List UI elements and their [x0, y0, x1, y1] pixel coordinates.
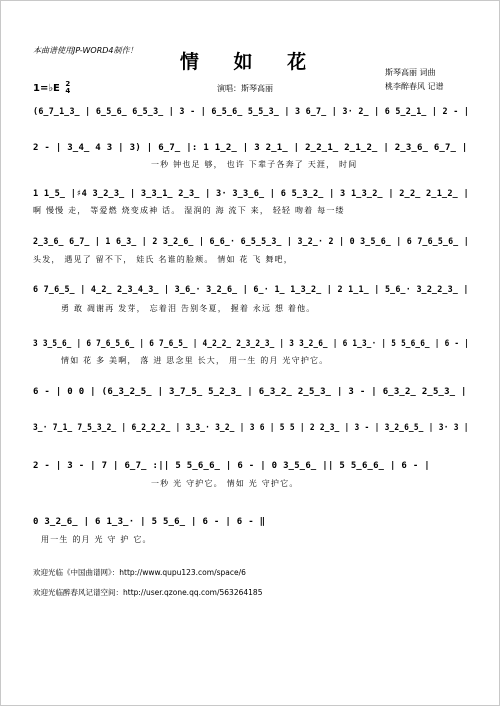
notation-line: 6 7̲6̲5̲ | 4̲2̲ 2̲3̲4̲3̲ | 3̲6̲· 3̲2̲6̲ | 6̲· 1̲ 1̲3̲2̲ | 2 1̲1̲ | 5̲6̲· 3̲2̲2̲3̲ |	[33, 285, 469, 295]
notation-line: 3 3̲5̲6̲ | 6 7̲6̲5̲6̲ | 6 7̲6̲5̲ | 4̲2̲2̲ 2̲3̲2̲3̲ | 3 3̲2̲6̲ | 6 1̲3̲· | 5 5̲6̲6̲ | 6 - |	[33, 339, 470, 349]
lyric-line: 一秒 钟也足 够， 也许 下辈子各奔了 天涯， 时间	[151, 160, 358, 169]
software-note: 本曲谱使用JP-WORD4制作！	[33, 46, 138, 55]
key-signature	[33, 81, 70, 95]
lyric-line: 一秒 光 守护它。 情如 光 守护它。	[151, 479, 299, 488]
notation-line: 2 - | 3 - | 7 | 6̲7̲ :|| 5 5̲6̲6̲ | 6 - | 0 3̲5̲6̲ || 5 5̲6̲6̲ | 6 - |	[33, 461, 430, 471]
lyric-line: 勇 敢 凋谢再 发芽， 忘着泪 告别冬夏， 握着 永远 想 着他。	[61, 304, 316, 313]
lyric-line: 情如 花 多 美啊， 落 进 思念里 长大， 用一生 的月 光守护它。	[61, 356, 329, 365]
key-label: 1=♭E	[33, 83, 60, 94]
transcriber-credit: 桃李醉春风 记谱	[385, 82, 444, 91]
notation-line: 0 3̲2̲6̲ | 6 1̲3̲· | 5 5̲6̲ | 6 - | 6 - ‖	[33, 517, 266, 527]
notation-line: (6̲7̲1̲3̲ | 6̲5̲6̲ 6̲5̲3̲ | 3 - | 6̲5̲6̲ 5̲5̲3̲ | 3 6̲7̲ | 3· 2̲ | 6 5̲2̲1̲ | 2 - |	[33, 107, 470, 117]
footer-link-2[interactable]: 欢迎光临醉春风记谱空间：http://user.qzone.qq.com/563264185	[33, 588, 263, 597]
footer-link-1[interactable]: 欢迎光临《中国曲谱网》：http://www.qupu123.com/space/6	[33, 568, 246, 577]
notation-line: 2̲3̲6̲ 6̲7̲ | 1 6̲3̲ | 2 3̲2̲6̲ | 6̲6̲· 6̲5̲5̲3̲ | 3̲2̲· 2 | 0 3̲5̲6̲ | 6 7̲6̲5̲6̲ |	[33, 237, 469, 247]
notation-line: 6 - | 0 0 | (6̲3̲2̲5̲ | 3̲7̲5̲ 5̲2̲3̲ | 6̲3̲2̲ 2̲5̲3̲ | 3 - | 6̲3̲2̲ 2̲5̲3̲ |	[33, 387, 467, 397]
song-title: 情 如 花	[179, 51, 321, 73]
time-top: 2	[65, 80, 71, 88]
lyric-line: 啊 慢慢 走， 等爱燃 烧变成神 话。 湿润的 海 流下 来， 轻轻 吻着 每一缕	[33, 206, 345, 215]
notation-line: 3̲· 7̲1̲ 7̲5̲3̲2̲ | 6̲2̲2̲2̲ | 3̲3̲· 3̲2̲ | 3 6 | 5 5 | 2 2̲3̲ | 3 - | 3̲2̲6̲5̲ | 3· 3 |	[33, 423, 469, 433]
time-bottom: 4	[65, 87, 71, 95]
singer-credit: 演唱：斯琴高丽	[217, 84, 273, 93]
time-signature	[65, 81, 70, 95]
notation-line: 1 1̲5̲ |♯4 3̲2̲3̲ | 3̲3̲1̲ 2̲3̲ | 3· 3̲3̲6̲ | 6 5̲3̲2̲ | 3 1̲3̲2̲ | 2̲2̲ 2̲1̲2̲ |	[33, 189, 469, 199]
notation-line: 2 - | 3̲4̲ 4 3 | 3) | 6̲7̲ |: 1 1̲2̲ | 3 2̲1̲ | 2̲2̲1̲ 2̲1̲2̲ | 2̲3̲6̲ 6̲7̲ |	[33, 143, 468, 153]
lyric-line: 用一生 的月 光 守 护 它。	[41, 535, 152, 544]
author-credit: 斯琴高丽 词曲	[385, 68, 436, 77]
lyric-line: 头发， 遇见了 留不下， 娃氏 名谁的脸颊。 情如 花 飞 舞吧，	[33, 255, 293, 264]
